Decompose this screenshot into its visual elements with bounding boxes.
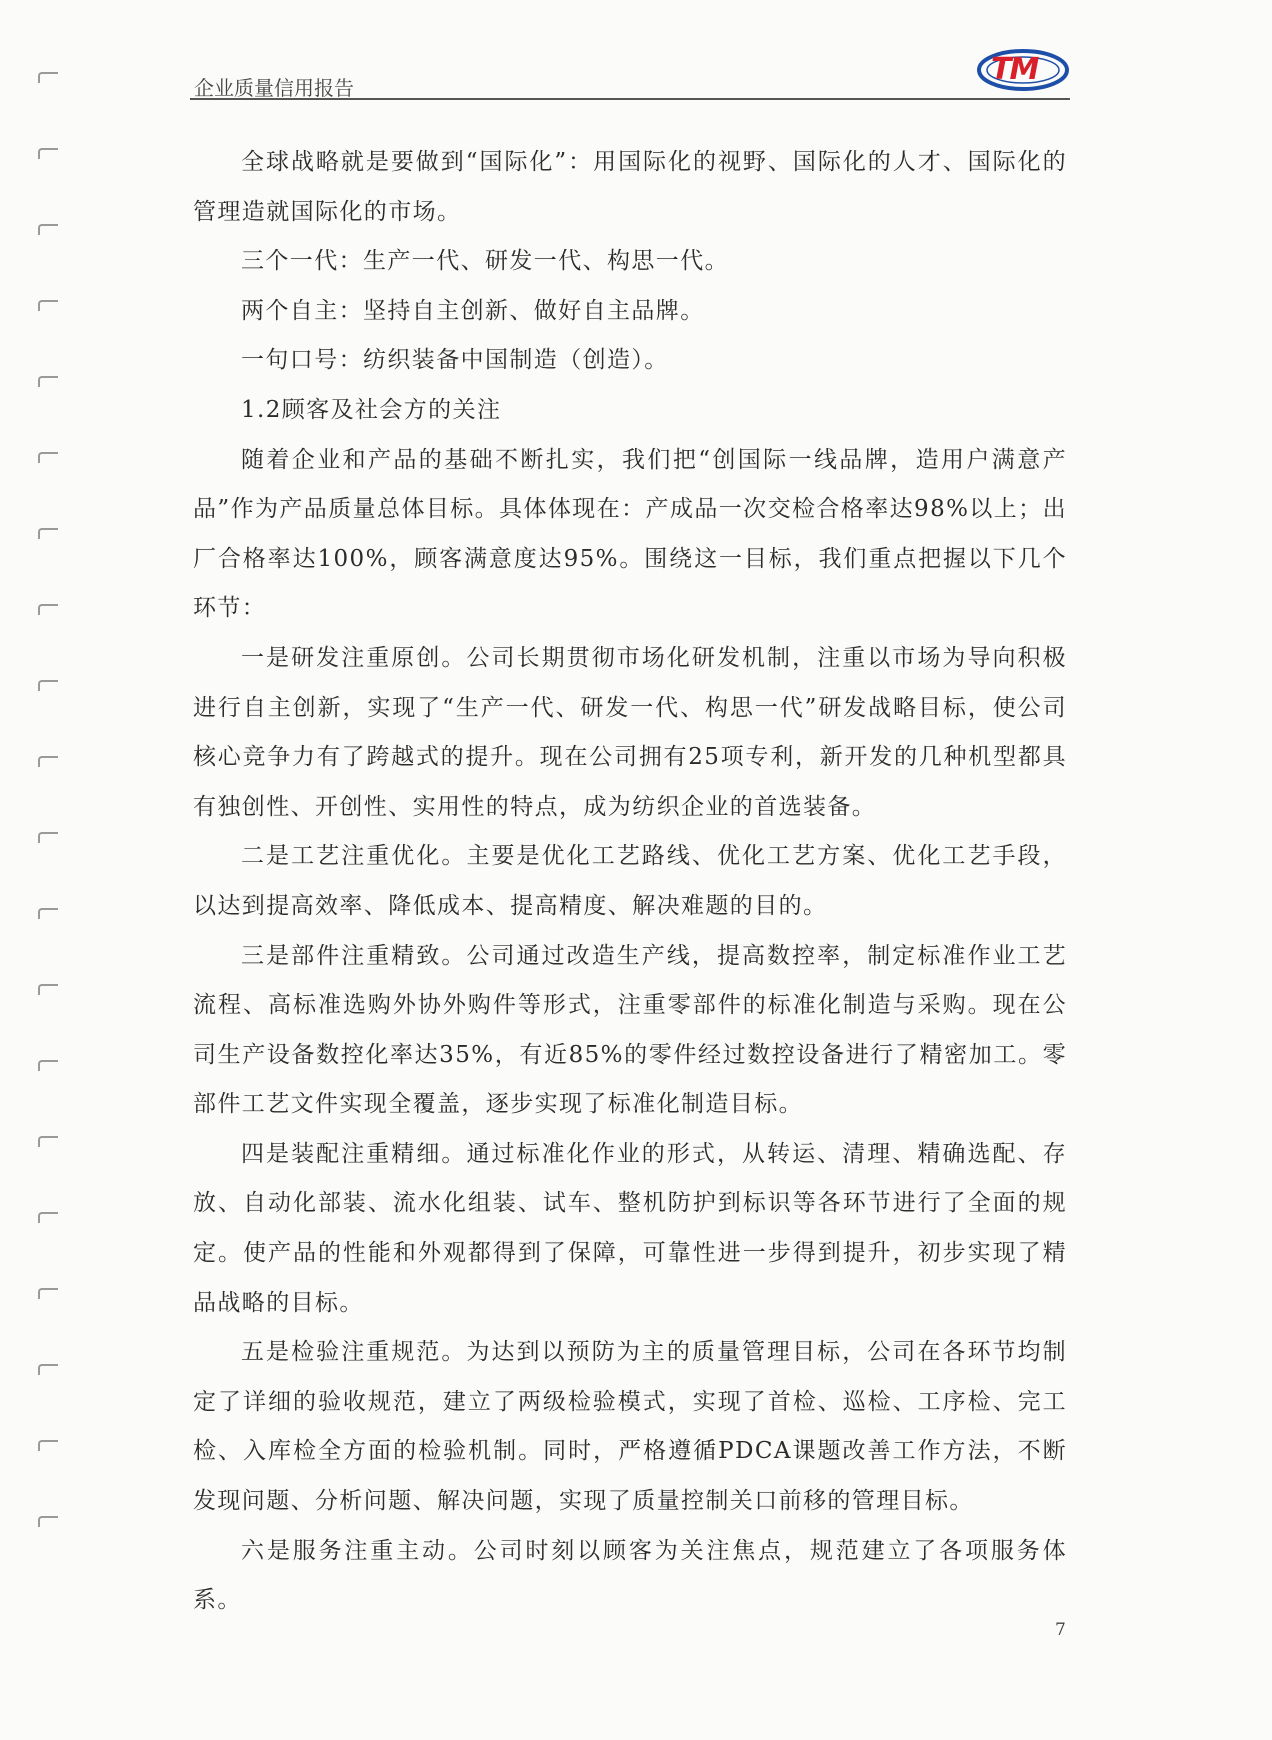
paragraph-quality-goal: 随着企业和产品的基础不断扎实，我们把“创国际一线品牌，造用户满意产品”作为产品质量总体目标。具体体现在：产成品一次交检合格率达98%以上；出厂合格率达100%，顾客满意度达95%。围绕这一目标，我们重点把握以下几个环节： (193, 446, 1067, 622)
logo-letters: TM (991, 52, 1038, 87)
section-heading: 1.2顾客及社会方的关注 (241, 396, 502, 423)
paragraph-service: 六是服务注重主动。公司时刻以顾客为关注焦点，规范建立了各项服务体系。 (193, 1537, 1067, 1614)
report-title: 企业质量信用报告 (194, 76, 354, 100)
header-rule (190, 98, 1070, 100)
company-logo (973, 40, 1073, 96)
paragraph-assembly: 四是装配注重精细。通过标准化作业的形式，从转运、清理、精确选配、存放、自动化部装、流水化组装、试车、整机防护到标识等各环节进行了全面的规定。使产品的性能和外观都得到了保障，可靠性进一步得到提升，初步实现了精品战略的目标。 (193, 1140, 1067, 1316)
paragraph-process: 二是工艺注重优化。主要是优化工艺路线、优化工艺方案、优化工艺手段，以达到提高效率、降低成本、提高精度、解决难题的目的。 (193, 843, 1067, 919)
binding-hole-marks (0, 0, 70, 1740)
paragraph-global-strategy: 全球战略就是要做到“国际化”：用国际化的视野、国际化的人才、国际化的管理造就国际化的市场。 (193, 149, 1067, 225)
paragraph-slogan: 一句口号：纺织装备中国制造（创造）。 (241, 347, 669, 374)
paragraph-two-independents: 两个自主：坚持自主创新、做好自主品牌。 (241, 297, 705, 324)
page-number: 7 (1055, 1620, 1066, 1640)
body-text (193, 138, 1067, 1626)
page-header (190, 44, 1070, 100)
paragraph-three-generations: 三个一代：生产一代、研发一代、构思一代。 (241, 248, 729, 275)
paragraph-components: 三是部件注重精致。公司通过改造生产线，提高数控率，制定标准作业工艺流程、高标准选购外协外购件等形式，注重零部件的标准化制造与采购。现在公司生产设备数控化率达35%，有近85%的零件经过数控设备进行了精密加工。零部件工艺文件实现全覆盖，逐步实现了标准化制造目标。 (193, 942, 1067, 1118)
paragraph-inspection: 五是检验注重规范。为达到以预防为主的质量管理目标，公司在各环节均制定了详细的验收规范，建立了两级检验模式，实现了首检、巡检、工序检、完工检、入库检全方面的检验机制。同时，严格遵循PDCA课题改善工作方法，不断发现问题、分析问题、解决问题，实现了质量控制关口前移的管理目标。 (193, 1339, 1067, 1515)
paragraph-rd: 一是研发注重原创。公司长期贯彻市场化研发机制，注重以市场为导向积极进行自主创新，实现了“生产一代、研发一代、构思一代”研发战略目标，使公司核心竞争力有了跨越式的提升。现在公司拥有25项专利，新开发的几种机型都具有独创性、开创性、实用性的特点，成为纺织企业的首选装备。 (193, 644, 1067, 820)
